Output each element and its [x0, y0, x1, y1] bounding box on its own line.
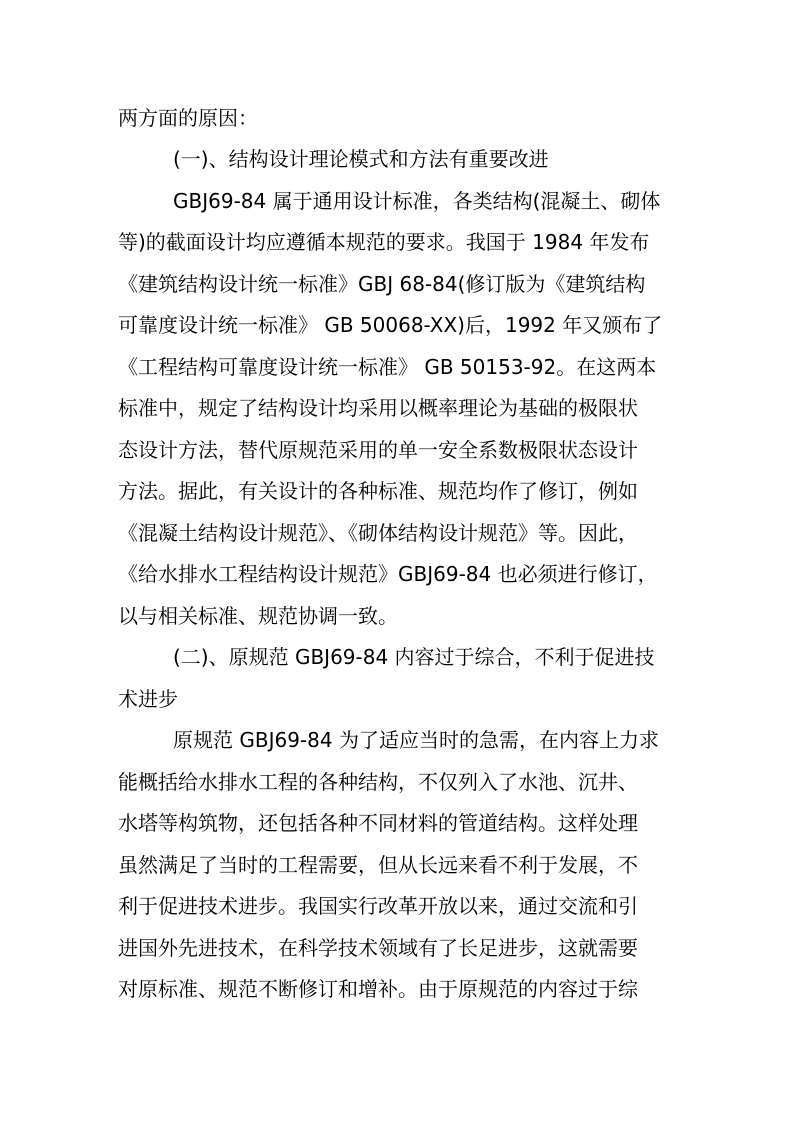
text-line-19: 虽然满足了当时的工程需要，但从长远来看不利于发展，不	[118, 853, 638, 877]
text-line-17: 能概括给水排水工程的各种结构，不仅列入了水池、沉井、	[118, 770, 638, 794]
text-line-18: 水塔等构筑物，还包括各种不同材料的管道结构。这样处理	[118, 811, 638, 835]
text-line-13: 以与相关标准、规范协调一致。	[118, 604, 398, 628]
text-line-1: 两方面的原因：	[118, 106, 258, 130]
text-line-3: GBJ69-84 属于通用设计标准，各类结构(混凝土、砌体	[173, 189, 661, 213]
heading-2: (二)、原规范 GBJ69-84 内容过于综合，不利于促进技	[173, 645, 655, 669]
text-line-5: 《建筑结构设计统一标准》GBJ 68-84(修订版为《建筑结构	[118, 272, 646, 296]
text-line-6: 可靠度设计统一标准》 GB 50068-XX)后，1992 年又颁布了	[118, 313, 663, 337]
text-line-8: 标准中，规定了结构设计均采用以概率理论为基础的极限状	[118, 396, 638, 420]
text-line-4: 等)的截面设计均应遵循本规范的要求。我国于 1984 年发布	[118, 230, 650, 254]
text-line-9: 态设计方法，替代原规范采用的单一安全系数极限状态设计	[118, 438, 638, 462]
text-line-11: 《混凝土结构设计规范》、《砌体结构设计规范》等。因此，	[118, 521, 638, 545]
text-line-10: 方法。据此，有关设计的各种标准、规范均作了修订，例如	[118, 479, 638, 503]
text-line-7: 《工程结构可靠度设计统一标准》 GB 50153-92。在这两本	[118, 355, 657, 379]
text-line-21: 进国外先进技术，在科学技术领域有了长足进步，这就需要	[118, 936, 638, 960]
text-line-15: 术进步	[118, 687, 178, 711]
heading-1: (一)、结构设计理论模式和方法有重要改进	[173, 147, 549, 171]
text-line-12: 《给水排水工程结构设计规范》GBJ69-84 也必须进行修订，	[118, 562, 658, 586]
text-line-22: 对原标准、规范不断修订和增补。由于原规范的内容过于综	[118, 977, 638, 1001]
text-line-16: 原规范 GBJ69-84 为了适应当时的急需，在内容上力求	[173, 728, 659, 752]
text-line-20: 利于促进技术进步。我国实行改革开放以来，通过交流和引	[118, 894, 638, 918]
